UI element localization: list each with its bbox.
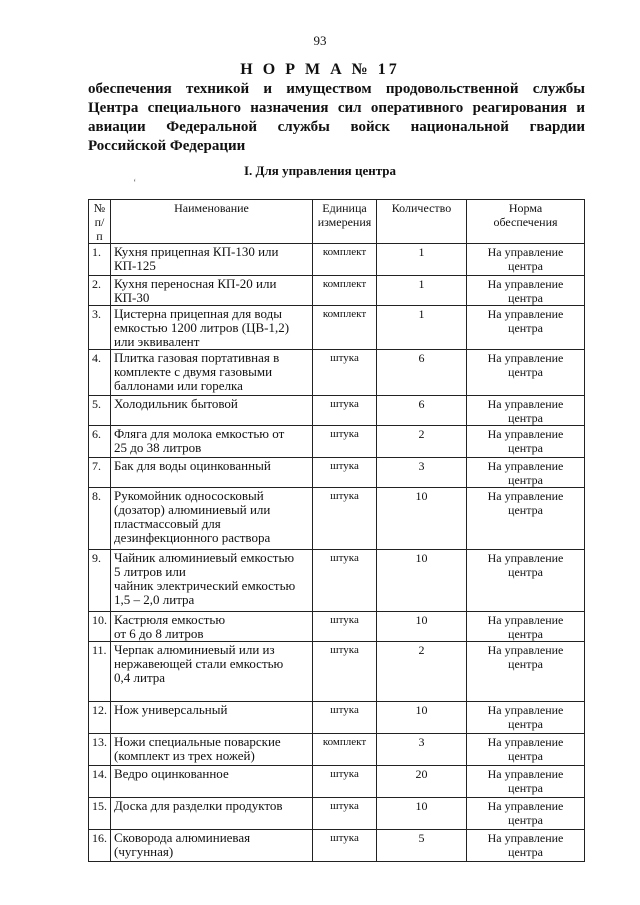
item-unit-cell <box>313 734 377 766</box>
item-name: Бак для воды оцинкованный <box>114 458 271 473</box>
table-row <box>89 766 585 798</box>
page-number: 93 <box>313 33 327 48</box>
item-quantity: 2 <box>418 643 425 657</box>
item-norm-cell <box>467 734 585 766</box>
table-row <box>89 488 585 550</box>
item-quantity-cell <box>377 702 467 734</box>
row-number: 6. <box>92 427 101 441</box>
item-quantity: 2 <box>418 427 425 441</box>
item-norm-cell <box>467 488 585 550</box>
item-unit: комплект <box>322 246 367 258</box>
item-norm: На управление центра <box>487 245 564 273</box>
item-unit: штука <box>330 832 359 844</box>
item-unit: штука <box>330 704 359 716</box>
row-number-cell <box>89 830 111 862</box>
item-quantity-cell <box>377 350 467 396</box>
subtitle-line: авиации Федеральной службы войск национальной гвардии <box>88 119 585 135</box>
item-name-cell <box>111 766 313 798</box>
item-quantity-cell <box>377 830 467 862</box>
row-number: 11. <box>92 643 107 657</box>
item-quantity-cell <box>377 550 467 612</box>
row-number: 7. <box>92 459 101 473</box>
item-unit: штука <box>330 490 359 502</box>
item-norm-cell <box>467 642 585 702</box>
row-number-cell <box>89 306 111 350</box>
table-row <box>89 550 585 612</box>
item-unit: штука <box>330 398 359 410</box>
item-quantity-cell <box>377 488 467 550</box>
item-unit-cell <box>313 396 377 426</box>
item-name: Цистерна прицепная для воды емкостью 1200 литров (ЦВ-1,2) или эквивалент <box>114 306 290 349</box>
item-unit: штука <box>330 352 359 364</box>
document-subtitle <box>88 80 585 156</box>
item-norm: На управление центра <box>487 643 564 671</box>
item-unit-cell <box>313 702 377 734</box>
table-header-row <box>89 200 585 244</box>
item-unit: комплект <box>322 736 367 748</box>
item-name: Доска для разделки продуктов <box>114 798 283 813</box>
item-norm-cell <box>467 550 585 612</box>
item-name-cell <box>111 798 313 830</box>
item-unit: комплект <box>322 308 367 320</box>
item-quantity-cell <box>377 396 467 426</box>
item-unit-cell <box>313 830 377 862</box>
row-number-cell <box>89 702 111 734</box>
item-name: Фляга для молока емкостью от 25 до 38 литров <box>114 426 285 455</box>
item-norm-cell <box>467 702 585 734</box>
item-name: Холодильник бытовой <box>114 396 238 411</box>
table-row <box>89 276 585 306</box>
item-name: Черпак алюминиевый или из нержавеющей стали емкостью 0,4 литра <box>114 642 284 685</box>
item-unit-cell <box>313 766 377 798</box>
row-number-cell <box>89 766 111 798</box>
item-norm: На управление центра <box>487 397 564 425</box>
table-row <box>89 426 585 458</box>
item-norm: На управление центра <box>487 831 564 859</box>
item-unit-cell <box>313 550 377 612</box>
item-norm-cell <box>467 276 585 306</box>
item-quantity: 1 <box>418 307 425 321</box>
item-quantity-cell <box>377 766 467 798</box>
item-quantity-cell <box>377 426 467 458</box>
row-number-cell <box>89 426 111 458</box>
item-unit-cell <box>313 306 377 350</box>
item-quantity: 3 <box>418 459 425 473</box>
row-number: 4. <box>92 351 101 365</box>
item-name-cell <box>111 488 313 550</box>
item-unit-cell <box>313 276 377 306</box>
row-number: 16. <box>92 831 107 845</box>
item-name-cell <box>111 458 313 488</box>
header-norm: Норма обеспечения <box>467 200 585 244</box>
item-name: Кухня прицепная КП-130 или КП-125 <box>114 244 279 273</box>
header-num: № п/п <box>89 200 111 244</box>
row-number-cell <box>89 458 111 488</box>
item-quantity-cell <box>377 734 467 766</box>
item-name-cell <box>111 612 313 642</box>
item-quantity: 20 <box>415 767 428 781</box>
row-number: 2. <box>92 277 101 291</box>
item-norm-cell <box>467 350 585 396</box>
item-unit-cell <box>313 244 377 276</box>
item-name-cell <box>111 426 313 458</box>
table-row <box>89 798 585 830</box>
item-norm-cell <box>467 830 585 862</box>
item-quantity-cell <box>377 244 467 276</box>
item-unit: штука <box>330 644 359 656</box>
table-row <box>89 642 585 702</box>
item-unit-cell <box>313 488 377 550</box>
row-number: 12. <box>92 703 107 717</box>
item-quantity-cell <box>377 276 467 306</box>
item-name-cell <box>111 734 313 766</box>
table-row <box>89 396 585 426</box>
row-number-cell <box>89 244 111 276</box>
header-unit: Единица измерения <box>313 200 377 244</box>
item-name-cell <box>111 350 313 396</box>
header-qty: Количество <box>377 200 467 244</box>
item-name: Чайник алюминиевый емкостью 5 литров или чайник электрический емкостью 1,5 – 2,0 литра <box>114 550 296 607</box>
table-row <box>89 350 585 396</box>
item-norm-cell <box>467 244 585 276</box>
row-number-cell <box>89 550 111 612</box>
row-number: 1. <box>92 245 101 259</box>
item-quantity: 10 <box>415 799 428 813</box>
item-name-cell <box>111 306 313 350</box>
item-norm-cell <box>467 766 585 798</box>
subtitle-line: обеспечения техникой и имуществом продовольственной службы <box>88 81 585 97</box>
item-name: Сковорода алюминиевая (чугунная) <box>114 830 251 859</box>
item-norm: На управление центра <box>487 351 564 379</box>
item-quantity: 10 <box>415 703 428 717</box>
item-unit-cell <box>313 612 377 642</box>
section-heading: I. Для управления центра <box>243 163 396 178</box>
item-quantity-cell <box>377 798 467 830</box>
item-norm-cell <box>467 306 585 350</box>
item-name-cell <box>111 830 313 862</box>
item-quantity: 6 <box>418 351 425 365</box>
item-norm-cell <box>467 612 585 642</box>
item-name: Рукомойник однососковый (дозатор) алюминиевый или пластмассовый для дезинфекционного раствора <box>114 488 271 545</box>
item-name-cell <box>111 550 313 612</box>
row-number: 8. <box>92 489 101 503</box>
item-name: Нож универсальный <box>114 702 228 717</box>
item-quantity: 1 <box>418 277 425 291</box>
item-quantity: 10 <box>415 489 428 503</box>
item-unit-cell <box>313 426 377 458</box>
item-name-cell <box>111 702 313 734</box>
item-unit: штука <box>330 800 359 812</box>
norm-table <box>88 199 585 862</box>
row-number-cell <box>89 798 111 830</box>
item-unit-cell <box>313 642 377 702</box>
row-number-cell <box>89 734 111 766</box>
item-norm: На управление центра <box>487 307 564 335</box>
item-name-cell <box>111 276 313 306</box>
item-quantity: 10 <box>415 613 428 627</box>
item-name-cell <box>111 244 313 276</box>
stray-mark: ʻ <box>133 178 137 189</box>
table-row <box>89 830 585 862</box>
item-name: Плитка газовая портативная в комплекте с двумя газовыми баллонами или горелка <box>114 350 280 393</box>
item-quantity: 3 <box>418 735 425 749</box>
item-unit-cell <box>313 350 377 396</box>
item-norm: На управление центра <box>487 277 564 305</box>
row-number: 9. <box>92 551 101 565</box>
row-number: 13. <box>92 735 107 749</box>
item-name: Кастрюля емкостью от 6 до 8 литров <box>114 612 226 641</box>
item-quantity: 5 <box>418 831 425 845</box>
header-name: Наименование <box>111 200 313 244</box>
item-unit: штука <box>330 768 359 780</box>
item-quantity: 1 <box>418 245 425 259</box>
table-row <box>89 612 585 642</box>
item-norm: На управление центра <box>487 427 564 455</box>
item-unit-cell <box>313 458 377 488</box>
item-quantity-cell <box>377 306 467 350</box>
item-norm: На управление центра <box>487 459 564 487</box>
item-norm: На управление центра <box>487 551 564 579</box>
item-unit: штука <box>330 614 359 626</box>
row-number-cell <box>89 642 111 702</box>
row-number: 3. <box>92 307 101 321</box>
item-unit-cell <box>313 798 377 830</box>
row-number: 14. <box>92 767 107 781</box>
item-quantity: 10 <box>415 551 428 565</box>
item-norm-cell <box>467 396 585 426</box>
item-norm-cell <box>467 458 585 488</box>
table-row <box>89 458 585 488</box>
item-name: Кухня переносная КП-20 или КП-30 <box>114 276 277 305</box>
item-quantity-cell <box>377 642 467 702</box>
item-name-cell <box>111 396 313 426</box>
item-norm: На управление центра <box>487 735 564 763</box>
item-unit: комплект <box>322 278 367 290</box>
subtitle-line: Центра специального назначения сил оперативного реагирования и <box>88 100 585 116</box>
table-row <box>89 734 585 766</box>
item-name: Ножи специальные поварские (комплект из трех ножей) <box>114 734 281 763</box>
row-number-cell <box>89 612 111 642</box>
item-norm: На управление центра <box>487 489 564 517</box>
item-norm-cell <box>467 426 585 458</box>
item-norm: На управление центра <box>487 613 564 641</box>
item-unit: штука <box>330 552 359 564</box>
item-norm-cell <box>467 798 585 830</box>
row-number-cell <box>89 350 111 396</box>
table-row <box>89 244 585 276</box>
item-name-cell <box>111 642 313 702</box>
row-number: 15. <box>92 799 107 813</box>
subtitle-line: Российской Федерации <box>88 138 246 154</box>
item-unit: штука <box>330 460 359 472</box>
row-number: 5. <box>92 397 101 411</box>
row-number-cell <box>89 488 111 550</box>
item-norm: На управление центра <box>487 767 564 795</box>
document-title: Н О Р М А № 17 <box>240 61 400 78</box>
table-row <box>89 702 585 734</box>
item-name: Ведро оцинкованное <box>114 766 229 781</box>
table-row <box>89 306 585 350</box>
row-number-cell <box>89 276 111 306</box>
item-quantity: 6 <box>418 397 425 411</box>
item-unit: штука <box>330 428 359 440</box>
item-quantity-cell <box>377 458 467 488</box>
row-number: 10. <box>92 613 107 627</box>
row-number-cell <box>89 396 111 426</box>
item-norm: На управление центра <box>487 799 564 827</box>
item-norm: На управление центра <box>487 703 564 731</box>
item-quantity-cell <box>377 612 467 642</box>
